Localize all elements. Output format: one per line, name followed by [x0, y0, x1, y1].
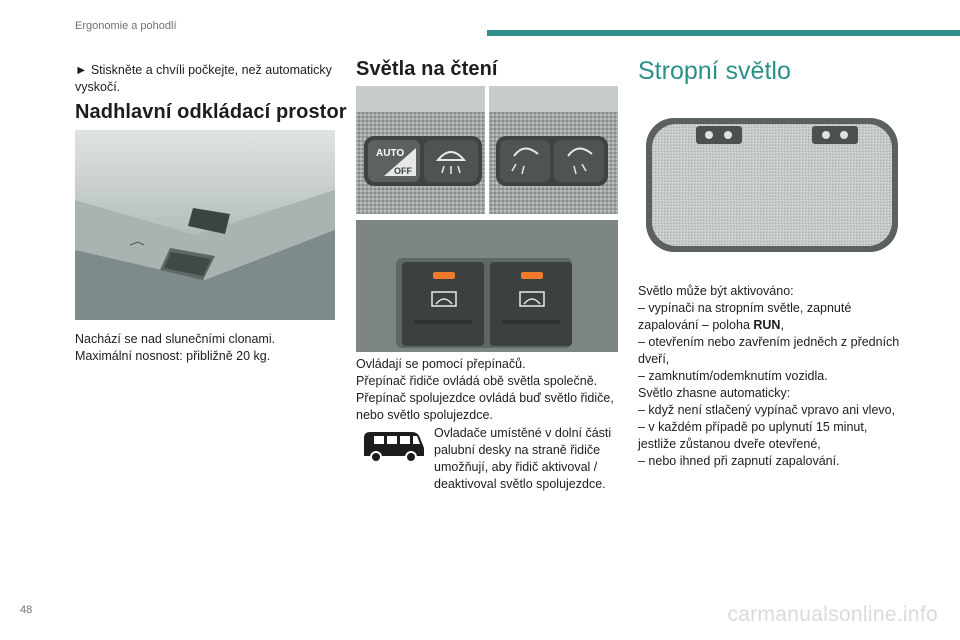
run-position-label: RUN: [753, 318, 781, 332]
reading-lights-line: Ovládají se pomocí přepínačů.: [356, 357, 526, 371]
ceiling-line: jestliže zůstanou dveře otevřené,: [638, 437, 821, 451]
overhead-storage-image: [75, 130, 335, 320]
reading-lights-text: [356, 356, 614, 424]
ceiling-line: [638, 317, 899, 334]
ceiling-line: – nebo ihned při zapnutí zapalování.: [638, 454, 840, 468]
ceiling-light-heading: Stropní světlo: [638, 57, 791, 85]
driver-indicator-light: [433, 272, 455, 279]
reading-lights-line: nebo světlo spolujezdce.: [356, 408, 493, 422]
passenger-indicator-light: [521, 272, 543, 279]
ceiling-line: Světlo zhasne automaticky:: [638, 386, 791, 400]
reading-lights-line: Přepínač spolujezdce ovládá buď světlo řidiče,: [356, 391, 614, 405]
ceiling-line-end: ,: [780, 318, 784, 332]
ceiling-light-text: [638, 283, 899, 470]
ceiling-line: dveří,: [638, 352, 670, 366]
header-accent-bar: [487, 30, 960, 36]
note-line: palubní desky na straně řidiče: [434, 443, 601, 457]
intro-line: vyskočí.: [75, 80, 121, 94]
note-line: deaktivoval světlo spolujezdce.: [434, 477, 606, 491]
intro-paragraph: [75, 62, 332, 96]
ceiling-line: – zamknutím/odemknutím vozidla.: [638, 369, 828, 383]
dashboard-buttons-image: [356, 220, 618, 352]
ceiling-light-image: [646, 118, 898, 252]
reading-lights-heading: Světla na čtení: [356, 58, 498, 80]
switch-off-label: OFF: [394, 166, 412, 176]
ceiling-line-start: zapalování – poloha: [638, 318, 754, 332]
ceiling-line: – vypínači na stropním světle, zapnuté: [638, 301, 852, 315]
van-icon: [360, 428, 426, 464]
switch-auto-label: AUTO: [376, 148, 405, 159]
note-text: [434, 425, 611, 493]
storage-line: Nachází se nad slunečními clonami.: [75, 332, 276, 346]
watermark: carmanualsonline.info: [727, 603, 938, 626]
storage-text: [75, 331, 275, 365]
reading-light-switches-image: [356, 86, 618, 214]
ceiling-line: – otevřením nebo zavřením jedněch z předních: [638, 335, 900, 349]
reading-lights-line: Přepínač řidiče ovládá obě světla společně.: [356, 374, 598, 388]
page-number: 48: [20, 604, 33, 616]
intro-line: ► Stiskněte a chvíli počkejte, než automaticky: [75, 63, 332, 77]
section-title: Ergonomie a pohodlí: [75, 20, 177, 32]
storage-line: Maximální nosnost: přibližně 20 kg.: [75, 349, 271, 363]
storage-heading: Nadhlavní odkládací prostor: [75, 101, 347, 123]
note-line: Ovladače umístěné v dolní části: [434, 426, 612, 440]
note-line: umožňují, aby řidič aktivoval /: [434, 460, 598, 474]
ceiling-line: – když není stlačený vypínač vpravo ani vlevo,: [638, 403, 896, 417]
ceiling-line: Světlo může být aktivováno:: [638, 284, 794, 298]
ceiling-line: – v každém případě po uplynutí 15 minut,: [638, 420, 868, 434]
